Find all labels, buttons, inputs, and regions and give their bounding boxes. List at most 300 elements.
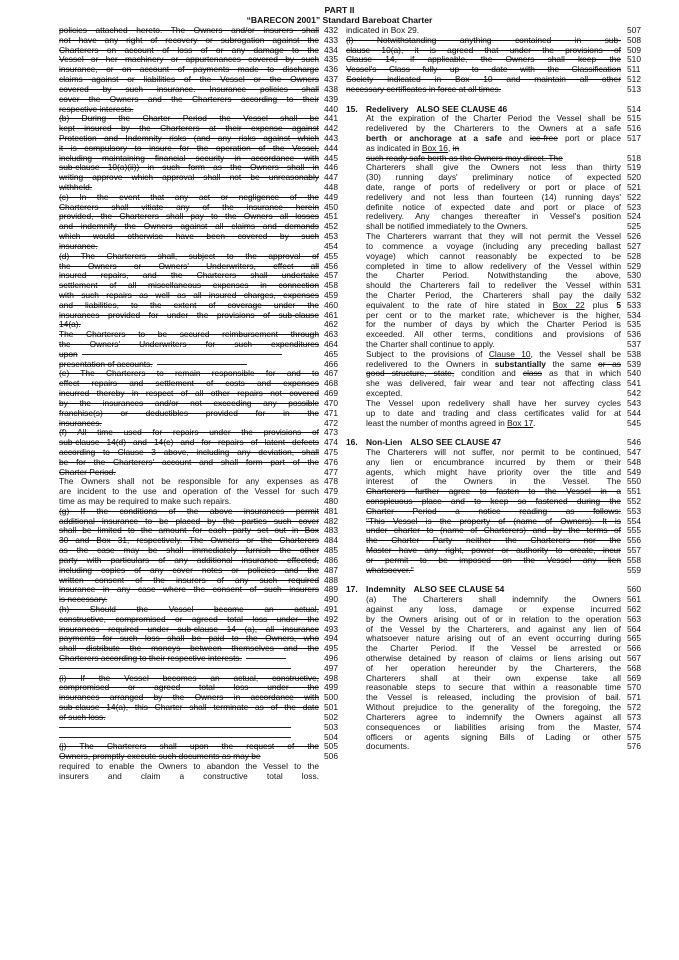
clause-line [346, 742, 621, 752]
line-text: payments for such loss shall be paid to the Owners, who [59, 634, 319, 644]
text-run: equivalent to the rate of hire stated in [366, 300, 553, 310]
left-text-line [59, 389, 319, 399]
line-text: are incident to the use and operation of the Vessel for such [59, 487, 319, 497]
text-run: Clause 10 [488, 349, 531, 359]
left-text-line [59, 252, 319, 262]
left-text-line [59, 36, 319, 46]
line-text: (l) Notwithstanding anything contained in sub- [346, 35, 621, 45]
line-text: 14(a). [59, 320, 81, 330]
line-number: 508 [627, 34, 641, 45]
line-number: 438 [324, 83, 338, 94]
left-text-line [59, 752, 319, 762]
line-number: 522 [627, 191, 641, 202]
left-text-line [59, 556, 319, 566]
left-text-line [59, 242, 319, 252]
left-text-line [59, 654, 319, 664]
left-text-line [59, 536, 319, 546]
line-text: Charter Period. [59, 467, 116, 477]
line-number: 525 [627, 221, 641, 232]
text-run: the same [545, 359, 599, 369]
blank-rule [59, 668, 291, 669]
line-text [366, 134, 621, 143]
line-number: 502 [324, 711, 338, 722]
line-number: 513 [627, 83, 641, 94]
line-number: 498 [324, 672, 338, 683]
line-number: 475 [324, 446, 338, 457]
clause-line [346, 232, 621, 242]
line-number: 479 [324, 486, 338, 497]
line-text: whatsoever." [366, 565, 414, 575]
line-number: 526 [627, 231, 641, 242]
line-text: The Charterers will not suffer, nor permit to be continued, [366, 447, 621, 457]
line-text: the Charter Party neither the Charterers nor the [366, 536, 621, 546]
line-number: 573 [627, 711, 641, 722]
clause-line [346, 566, 621, 576]
line-text: otherwise detained by reason of claims or liens arising out [366, 654, 621, 663]
line-text: reasonable steps to secure that within a reasonable time [366, 683, 621, 693]
clause-line [346, 330, 621, 340]
left-text-line [59, 742, 319, 752]
line-number: 433 [324, 34, 338, 45]
line-number: 507 [627, 25, 641, 35]
right-text-column [346, 26, 621, 752]
line-text: (c) In the event that any act or negligence of the [59, 192, 319, 202]
line-number: 558 [627, 554, 641, 565]
line-number: 487 [324, 564, 338, 575]
clause-cross-reference: ALSO SEE CLAUSE 54 [413, 585, 505, 595]
line-number: 468 [324, 378, 338, 389]
line-number: 470 [324, 397, 338, 408]
line-text: writing approve which approval shall not be unreasonably [59, 173, 319, 183]
left-text-line [59, 311, 319, 321]
line-text: shall distribute the moneys between themselves and the [59, 644, 319, 654]
line-number: 534 [627, 309, 641, 320]
clause-line [346, 134, 621, 144]
text-run: . [533, 418, 536, 428]
left-text-line [59, 124, 319, 134]
line-text: by the Owners arising out of or in relation to the operation [366, 614, 621, 624]
line-text: (d) The Charterers shall, subject to the approval of [59, 251, 319, 261]
line-number: 448 [324, 182, 338, 192]
line-number: 512 [627, 74, 641, 85]
text-run: Box 17 [507, 418, 534, 428]
clause-line [346, 526, 621, 536]
line-number: 562 [627, 603, 641, 614]
right-line-numbers [627, 26, 651, 752]
left-text-line [59, 644, 319, 654]
line-text: policies attached hereto. The Owners and/or insurers shall [59, 26, 319, 35]
text-run: berth or anchorage at a safe [366, 133, 502, 143]
line-number: 560 [627, 584, 641, 595]
line-text: cover the Owners and the Charterers according to their [59, 94, 319, 104]
line-number: 442 [324, 123, 338, 134]
line-number: 436 [324, 64, 338, 75]
line-number: 484 [324, 535, 338, 546]
line-text: (a) The Charterers shall indemnify the Owners [366, 595, 621, 605]
line-text [366, 301, 621, 310]
line-text: presentation of accounts. [59, 359, 153, 369]
text-run: good structure, state, [366, 369, 455, 379]
clause-line [346, 683, 621, 693]
clause-line [346, 615, 621, 625]
left-text-line [59, 232, 319, 242]
clause-line [346, 193, 621, 203]
clause-line [346, 634, 621, 644]
line-text: At the expiration of the Charter Period the Vessel shall be [366, 114, 621, 124]
left-text-line [59, 526, 319, 536]
preamble-line [346, 26, 621, 36]
line-text: The Owners shall not be responsible for any expenses as [59, 477, 319, 487]
line-text: insurances. [59, 418, 102, 428]
preamble-line [346, 36, 621, 46]
line-number: 505 [324, 741, 338, 752]
left-text-line [59, 55, 319, 65]
text-run: class [522, 369, 542, 379]
line-number: 483 [324, 525, 338, 536]
preamble-line [346, 75, 621, 85]
line-text: sub-clause 14(a), this Charter shall terminate as of the date [59, 703, 319, 713]
line-text: kept insured by the Charterers at their expense against [59, 124, 319, 134]
line-text: insurance, or on account of payments made to discharge [59, 65, 319, 75]
line-number: 575 [627, 731, 641, 742]
line-number: 566 [627, 643, 641, 654]
line-number: 501 [324, 702, 338, 713]
left-text-line [59, 203, 319, 213]
line-text: time as may be required to make such repairs. [59, 497, 232, 506]
line-number: 491 [324, 603, 338, 614]
line-number: 441 [324, 113, 338, 124]
left-line-numbers [324, 26, 344, 762]
line-number: 500 [324, 692, 338, 703]
line-number: 446 [324, 162, 338, 173]
line-text: not have any right of recovery or subrogation against the [59, 35, 319, 45]
left-text-line [59, 144, 319, 154]
clause-line [346, 262, 621, 272]
line-number: 540 [627, 368, 641, 379]
line-number: 524 [627, 211, 641, 222]
clause-line [346, 487, 621, 497]
left-text-line [59, 683, 319, 693]
line-number: 452 [324, 221, 338, 232]
line-number: 517 [627, 132, 641, 143]
line-text: or permit to be imposed on the Vessel any lien [366, 555, 621, 565]
line-number: 538 [627, 348, 641, 359]
line-number: 572 [627, 702, 641, 713]
line-text: officers or agents signing Bills of Lading or other [366, 732, 621, 742]
line-text: documents. [366, 742, 410, 752]
clause-line [346, 517, 621, 527]
line-number: 528 [627, 250, 641, 261]
line-number: 473 [324, 427, 338, 438]
line-text: conspicuous place and to keep so fastened during the [366, 497, 621, 506]
line-number: 467 [324, 368, 338, 379]
left-text-line [59, 419, 319, 429]
clause-number: 15. [346, 104, 358, 114]
left-text-line [59, 340, 319, 350]
part-heading: PART II [324, 5, 355, 15]
clause-line [346, 154, 621, 164]
line-text: the Owners' Underwriters for such expenditures [59, 340, 319, 349]
line-number: 458 [324, 280, 338, 291]
text-run: ice-free [529, 133, 558, 143]
line-number: 539 [627, 358, 641, 369]
clause-line [346, 556, 621, 566]
line-text: required to enable the Owners to abandon the Vessel to the [59, 761, 319, 771]
line-text: of such loss. [59, 712, 106, 722]
line-number: 437 [324, 74, 338, 85]
clause-line [346, 399, 621, 409]
left-text-line [59, 154, 319, 164]
line-text: additional insurance to be placed by the parties such cover [59, 516, 319, 526]
left-text-line [59, 713, 319, 723]
line-text: (j) The Charterers shall upon the request of the [59, 742, 319, 752]
text-run: least the number of months agreed in [366, 418, 508, 428]
line-number: 463 [324, 329, 338, 340]
line-number: 576 [627, 741, 641, 752]
line-text: interest of the Owners in the Vessel. The [366, 477, 621, 487]
line-text: Charterers further agree to fasten to the Vessel in a [366, 487, 621, 497]
line-number: 552 [627, 496, 641, 506]
preamble-line [346, 46, 621, 56]
clause-line [346, 163, 621, 173]
line-text: compromised or agreed total loss under the [59, 683, 319, 693]
text-run: Subject to the provisions of [366, 349, 489, 359]
line-number: 570 [627, 682, 641, 693]
line-number: 548 [627, 456, 641, 467]
clause-line [346, 477, 621, 487]
line-number: 510 [627, 54, 641, 65]
line-number: 493 [324, 623, 338, 634]
line-number: 460 [324, 299, 338, 310]
clause-line [346, 733, 621, 743]
line-number: 559 [627, 564, 641, 575]
clause-line [346, 674, 621, 684]
left-text-line [59, 438, 319, 448]
clause-line [346, 301, 621, 311]
left-text-line [59, 212, 319, 222]
clause-line [346, 595, 621, 605]
clause-title: Redelivery [366, 104, 409, 114]
clause-line [346, 703, 621, 713]
line-text: redelivery and not less than fourteen (14) running days' [366, 192, 621, 202]
line-text: by the insurances and/or not exceeding any possible [59, 398, 319, 408]
line-text: shall be limited to the amount for each party set out in Box [59, 526, 319, 536]
left-text-line [59, 546, 319, 556]
line-number: 541 [627, 378, 641, 389]
line-text: insured repairs, and the Charterers shall undertake [59, 271, 319, 281]
line-number: 439 [324, 93, 338, 104]
line-text: the Charter Period. Notwithstanding the above, [366, 271, 621, 281]
text-run: substantially [494, 359, 546, 369]
line-text: provided, the Charterers shall pay to the Owners all losses [59, 212, 319, 222]
line-text: settlement of all miscellaneous expenses in connection [59, 281, 319, 291]
clause-line [346, 497, 621, 507]
line-number: 509 [627, 44, 641, 55]
line-text: which would otherwise have been covered by such [59, 232, 319, 242]
text-run: condition and [454, 369, 523, 379]
line-text: under charter to (name of Charterers) and by the terms of [366, 526, 621, 536]
line-text: definite notice of expected date and port or place of [366, 202, 621, 212]
line-number: 474 [324, 437, 338, 448]
clause-line [346, 664, 621, 674]
left-text-line [59, 134, 319, 144]
clause-cross-reference: ALSO SEE CLAUSE 46 [416, 104, 508, 114]
clause-line [346, 644, 621, 654]
line-text [366, 350, 621, 359]
line-text [366, 369, 621, 378]
clause-heading [346, 585, 621, 595]
line-number: 523 [627, 201, 641, 212]
line-number: 451 [324, 211, 338, 222]
line-text: (h) Should the Vessel become an actual, [59, 604, 319, 614]
text-run: or as [598, 359, 621, 369]
line-text: of the Vessel by the Charterers, and against any lien of [366, 624, 621, 634]
line-number: 466 [324, 358, 338, 369]
line-text: Charterers shall vitiate any of the insurance herein [59, 202, 319, 212]
clause-line [346, 536, 621, 546]
text-run: as that in which [541, 369, 621, 379]
line-number: 518 [627, 152, 641, 163]
left-text-line [59, 576, 319, 586]
clause-line [346, 340, 621, 350]
line-text: Charterers on account of loss of or any damage to the [59, 45, 319, 55]
left-text-line [59, 291, 319, 301]
left-text-line [59, 320, 319, 330]
line-text: (e) The Charterers to remain responsible for and to [59, 369, 319, 379]
line-number: 454 [324, 240, 338, 251]
text-run: Box 22 [552, 300, 585, 310]
line-text: (g) If the conditions of the above insurances permit [59, 506, 319, 516]
line-number: 495 [324, 643, 338, 654]
line-text: insurances arranged by the Owners in accordance with [59, 693, 319, 703]
line-text: shall be notified immediately to the Owners. [366, 222, 528, 232]
text-run: , the Vessel shall be [530, 349, 621, 359]
line-number: 565 [627, 633, 641, 644]
line-text: insurances required under sub-clause 14 (a), all insurance [59, 624, 319, 634]
line-text: the Charter shall continue to apply. [366, 340, 495, 349]
line-number: 477 [324, 466, 338, 477]
line-number: 472 [324, 417, 338, 428]
clause-line [346, 203, 621, 213]
left-text-line [59, 350, 319, 360]
line-text: and indemnify the Owners against all claims and demands [59, 222, 319, 232]
clause-line [346, 605, 621, 615]
line-number: 481 [324, 505, 338, 516]
line-text: insurers and claim a constructive total loss. [59, 771, 319, 781]
left-text-line [59, 733, 319, 743]
line-number: 551 [627, 486, 641, 497]
blank-rule [59, 737, 291, 738]
line-number: 462 [324, 319, 338, 330]
line-text: The Vessel upon redelivery shall have her survey cycles [366, 398, 621, 408]
clause-line [346, 723, 621, 733]
left-text-line [59, 399, 319, 409]
line-number: 504 [324, 731, 338, 742]
left-text-line [59, 625, 319, 635]
clause-line [346, 360, 621, 370]
text-run: plus [584, 300, 617, 310]
line-number: 445 [324, 152, 338, 163]
line-number: 506 [324, 751, 338, 762]
line-number: 492 [324, 613, 338, 624]
left-text-line [59, 458, 319, 468]
left-text-column [59, 26, 319, 782]
left-text-line [59, 517, 319, 527]
left-text-line [59, 281, 319, 291]
text-run: in [452, 143, 460, 153]
line-text: per cent or to the market rate, whichever is the higher, [366, 310, 621, 320]
clause-line [346, 409, 621, 419]
line-text: with such repairs as well as all insured charges, expenses [59, 290, 319, 300]
line-text: insurance in any case where the consent of such insurers [59, 585, 319, 595]
left-text-line [59, 330, 319, 340]
line-number: 542 [627, 388, 641, 399]
line-number: 447 [324, 172, 338, 183]
line-number: 535 [627, 319, 641, 330]
line-text: as the case may be shall immediately furnish the other [59, 546, 319, 556]
line-text: against any loss, damage or expense incurred [366, 604, 621, 614]
line-text [366, 360, 621, 369]
line-number: 516 [627, 123, 641, 134]
line-text: franchise(s) or deductibles provided for in the [59, 408, 319, 418]
line-text: Charter Period a notice reading as follows: [366, 506, 621, 516]
clause-line [346, 291, 621, 301]
clause-line [346, 693, 621, 703]
line-number: 533 [627, 299, 641, 310]
line-text: consequences or liabilities arising from the Master, [366, 722, 621, 732]
strike-rule [82, 354, 282, 355]
line-text: the Vessel is released, including the provision of bail. [366, 693, 621, 703]
line-text: exceeded. All other terms, conditions and provisions of [366, 330, 621, 340]
document-title: “BARECON 2001” Standard Bareboat Charter [246, 15, 433, 25]
line-text: insurance. [59, 241, 98, 251]
line-text: written consent of the insurers of any such required [59, 575, 319, 585]
clause-line [346, 546, 621, 556]
blank-rule [59, 727, 291, 728]
line-number: 478 [324, 476, 338, 487]
left-text-line [59, 409, 319, 419]
line-number: 556 [627, 535, 641, 546]
line-text: incurred thereby in respect of all other repairs not covered [59, 389, 319, 399]
left-text-line [59, 477, 319, 487]
left-text-line [59, 26, 319, 36]
text-run: , [447, 143, 453, 153]
left-text-line [59, 271, 319, 281]
line-number: 568 [627, 662, 641, 673]
line-number: 482 [324, 515, 338, 526]
line-text: the Charter Period. If the Vessel be arrested or [366, 644, 621, 654]
line-number: 435 [324, 54, 338, 65]
line-text: (30) running days' preliminary notice of expected [366, 173, 621, 183]
line-text: 30 and Box 31, respectively. The Owners or the Charterers [59, 536, 319, 546]
line-number: 527 [627, 240, 641, 251]
line-number: 486 [324, 554, 338, 565]
left-text-line [59, 585, 319, 595]
line-text: The Charterers warrant that they will not permit the Vessel [366, 232, 621, 242]
clause-line [346, 458, 621, 468]
line-text: voyage) which cannot reasonably be expected to be [366, 251, 621, 261]
line-text: up to date and trading and class certificates valid for at [366, 408, 621, 418]
line-text: is necessary. [59, 595, 108, 605]
line-text: whatsoever nature arising out of an event occurring during [366, 634, 621, 644]
left-text-line [59, 772, 319, 782]
left-text-line [59, 360, 319, 370]
line-text: Clause 14, if applicable, the Owners shall keep the [346, 55, 621, 65]
clause-line [346, 114, 621, 124]
line-text: sub-clause 10(a)(ii)) in such form as the Owners shall in [59, 163, 319, 173]
line-number: 547 [627, 446, 641, 457]
clause-line [346, 222, 621, 232]
